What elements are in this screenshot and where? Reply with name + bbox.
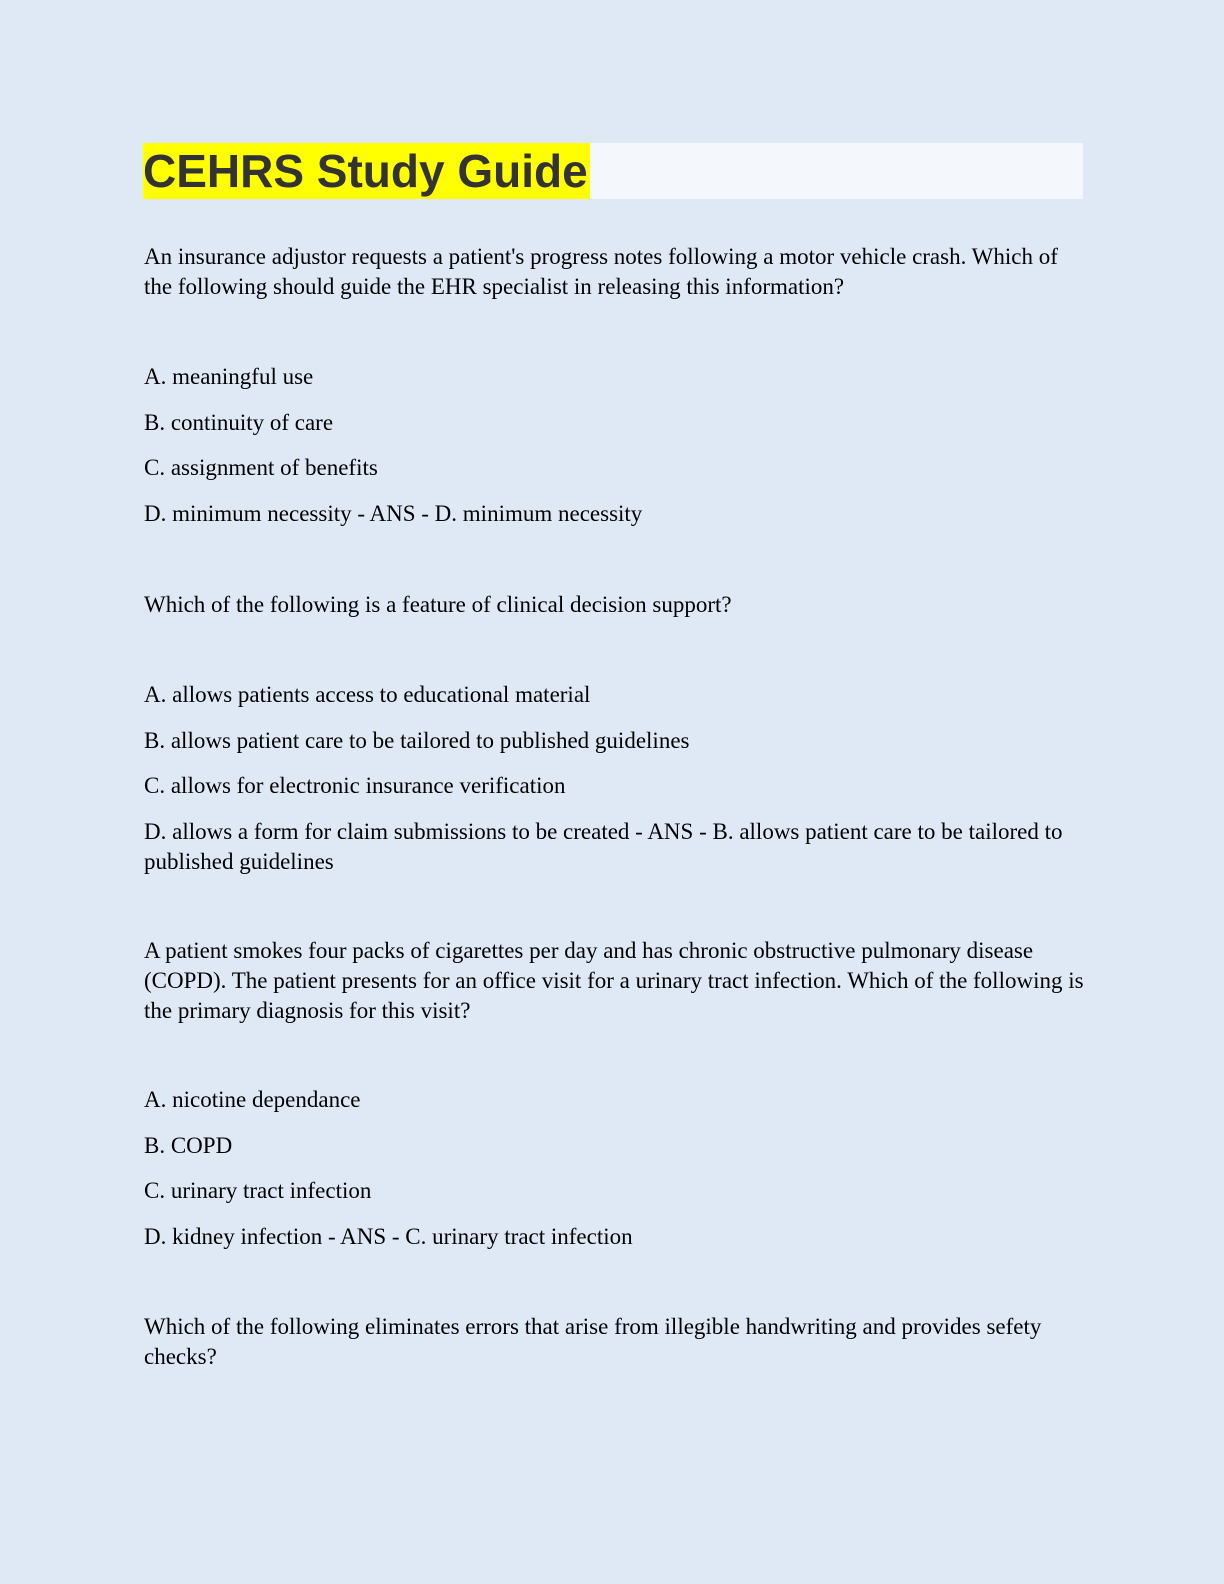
question-1-option-b: B. continuity of care — [144, 410, 334, 435]
question-2-option-c: C. allows for electronic insurance verification — [144, 773, 566, 798]
question-3-prompt: A patient smokes four packs of cigarettes per day and has chronic obstructive pulmonary disease (COPD). The patient presents for an office visit for a urinary tract infection. Which of the following is the primary diagnosis for this visit? — [144, 938, 1084, 1023]
question-2-option-b: B. allows patient care to be tailored to published guidelines — [144, 728, 690, 753]
question-2-prompt: Which of the following is a feature of clinical decision support? — [144, 592, 732, 617]
question-3-option-c: C. urinary tract infection — [144, 1178, 372, 1203]
question-3-option-a: A. nicotine dependance — [144, 1087, 361, 1112]
page-title: CEHRS Study Guide — [143, 145, 588, 197]
question-1-option-a: A. meaningful use — [144, 364, 314, 389]
question-1-prompt: An insurance adjustor requests a patient's progress notes following a motor vehicle crash. Which of the following should guide the EHR specialist in releasing this information? — [144, 244, 1058, 299]
question-4-prompt: Which of the following eliminates errors that arise from illegible handwriting and provides sefety checks? — [144, 1314, 1042, 1369]
question-1-option-d: D. minimum necessity - ANS - D. minimum necessity — [144, 501, 643, 526]
question-3-option-d: D. kidney infection - ANS - C. urinary tract infection — [144, 1224, 633, 1249]
question-2-option-a: A. allows patients access to educational material — [144, 682, 591, 707]
question-2-option-d: D. allows a form for claim submissions to be created - ANS - B. allows patient care to be tailored to published guidelines — [144, 819, 1063, 874]
question-1-option-c: C. assignment of benefits — [144, 455, 378, 480]
question-3-option-b: B. COPD — [144, 1133, 233, 1158]
